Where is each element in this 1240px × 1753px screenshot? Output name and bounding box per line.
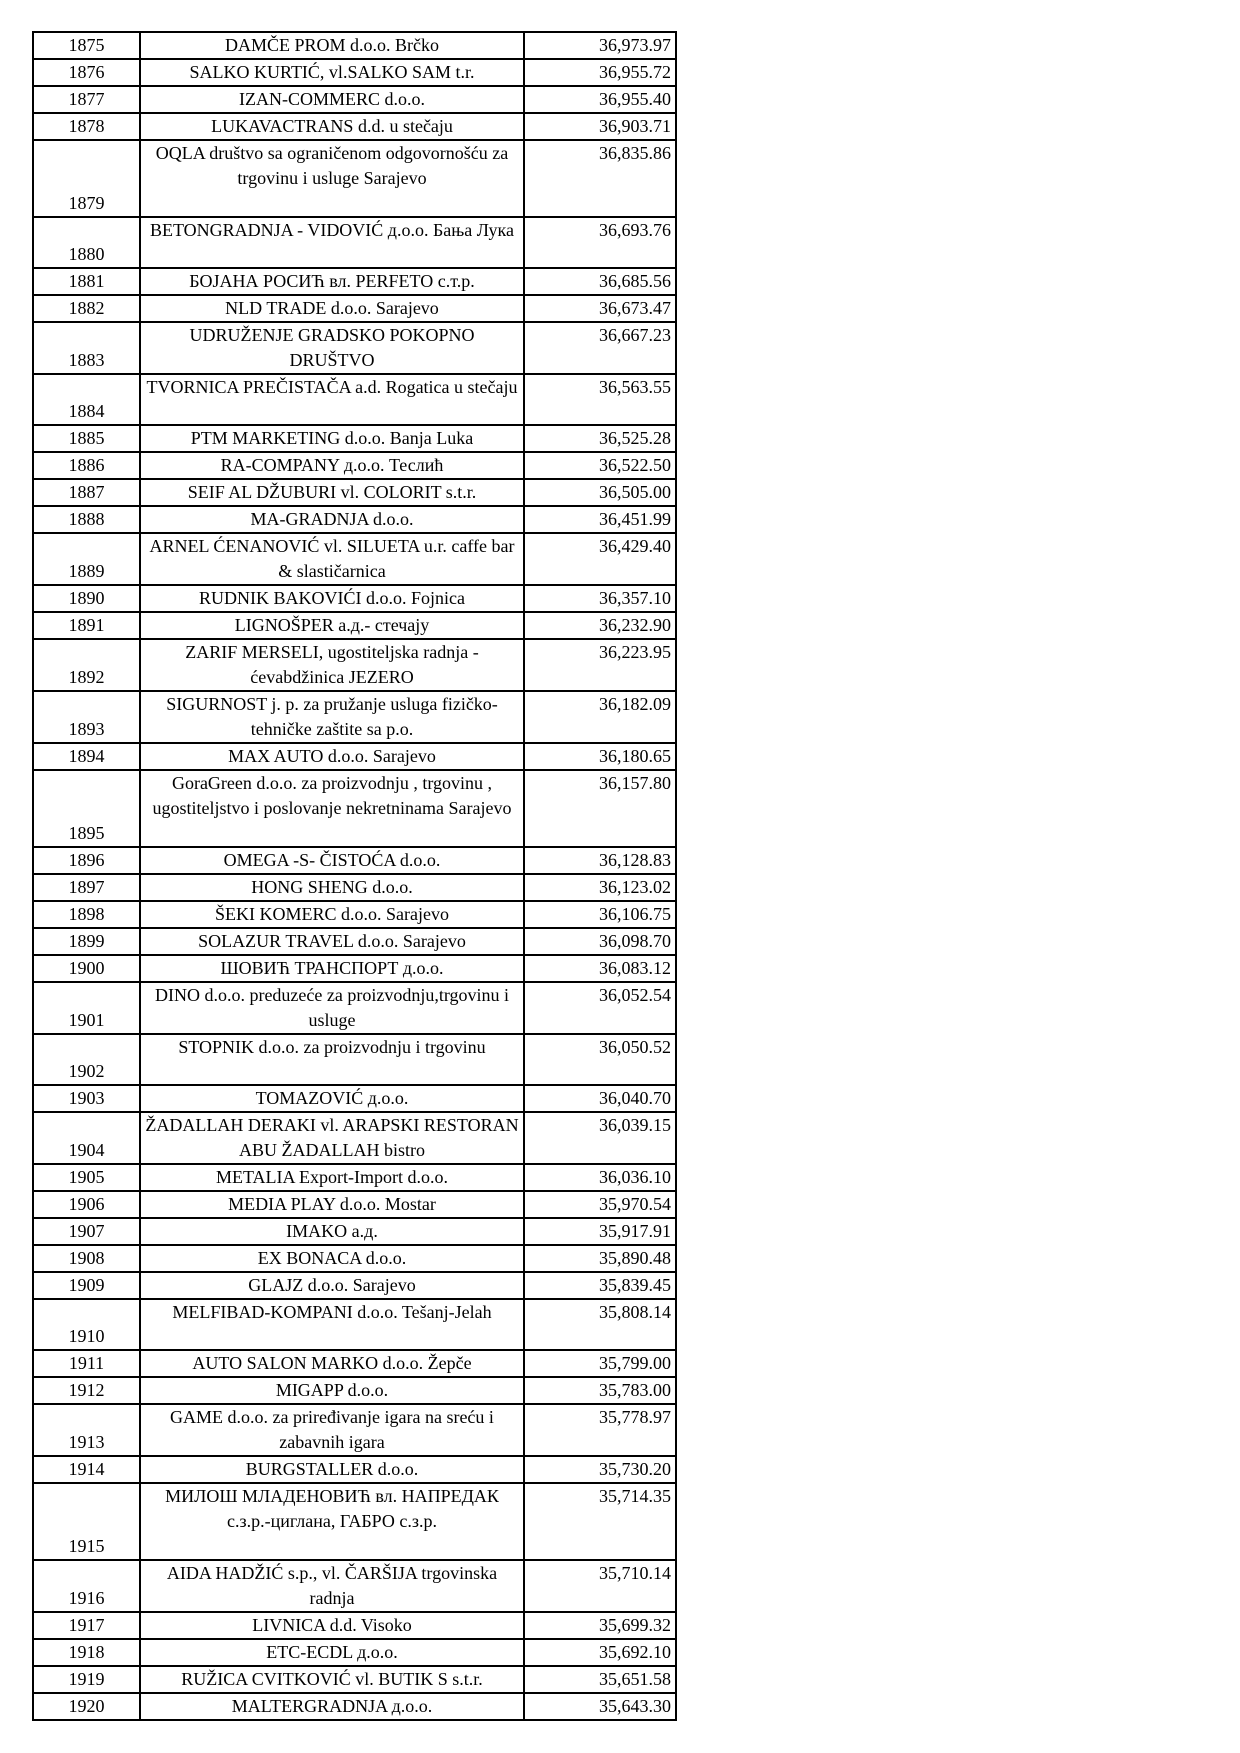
table-row — [33, 268, 676, 295]
amount: 36,232.90 — [524, 612, 676, 639]
table-row — [33, 847, 676, 874]
company-name: UDRUŽENJE GRADSKO POKOPNO DRUŠTVO — [140, 322, 524, 374]
records-table — [32, 31, 677, 1721]
table-row — [33, 1560, 676, 1612]
company-name: AIDA HADŽIĆ s.p., vl. ČARŠIJA trgovinska radnja — [140, 1560, 524, 1612]
row-number: 1880 — [33, 217, 140, 268]
row-number: 1905 — [33, 1164, 140, 1191]
company-name: AUTO SALON MARKO d.o.o. Žepče — [140, 1350, 524, 1377]
table-row — [33, 639, 676, 691]
amount: 36,050.52 — [524, 1034, 676, 1085]
table-row — [33, 1639, 676, 1666]
company-name: GLAJZ d.o.o. Sarajevo — [140, 1272, 524, 1299]
row-number: 1906 — [33, 1191, 140, 1218]
table-row — [33, 585, 676, 612]
company-name: БОЈАНА РОСИЋ вл. PERFETO с.т.р. — [140, 268, 524, 295]
table-row — [33, 1666, 676, 1693]
row-number: 1908 — [33, 1245, 140, 1272]
company-name: IMAKO а.д. — [140, 1218, 524, 1245]
row-number: 1875 — [33, 32, 140, 59]
table-row — [33, 479, 676, 506]
table-row — [33, 1218, 676, 1245]
row-number: 1909 — [33, 1272, 140, 1299]
amount: 36,685.56 — [524, 268, 676, 295]
table-row — [33, 770, 676, 847]
company-name: DAMČE PROM d.o.o. Brčko — [140, 32, 524, 59]
row-number: 1903 — [33, 1085, 140, 1112]
table-row — [33, 59, 676, 86]
amount: 36,451.99 — [524, 506, 676, 533]
row-number: 1887 — [33, 479, 140, 506]
row-number: 1915 — [33, 1483, 140, 1560]
row-number: 1896 — [33, 847, 140, 874]
company-name: DINO d.o.o. preduzeće za proizvodnju,trgovinu i usluge — [140, 982, 524, 1034]
company-name: RA-COMPANY д.о.о. Теслић — [140, 452, 524, 479]
table-row — [33, 295, 676, 322]
company-name: RUŽICA CVITKOVIĆ vl. BUTIK S s.t.r. — [140, 1666, 524, 1693]
amount: 35,808.14 — [524, 1299, 676, 1350]
row-number: 1919 — [33, 1666, 140, 1693]
amount: 36,525.28 — [524, 425, 676, 452]
amount: 36,182.09 — [524, 691, 676, 743]
company-name: EX BONACA d.o.o. — [140, 1245, 524, 1272]
company-name: LIGNOŠPER а.д.- стечају — [140, 612, 524, 639]
table-row — [33, 1164, 676, 1191]
company-name: SEIF AL DŽUBURI vl. COLORIT s.t.r. — [140, 479, 524, 506]
row-number: 1902 — [33, 1034, 140, 1085]
row-number: 1895 — [33, 770, 140, 847]
company-name: GoraGreen d.o.o. za proizvodnju , trgovinu , ugostiteljstvo i poslovanje nekretninama Sarajevo — [140, 770, 524, 847]
amount: 35,714.35 — [524, 1483, 676, 1560]
table-row — [33, 1191, 676, 1218]
company-name: BETONGRADNJA - VIDOVIĆ д.о.о. Бања Лука — [140, 217, 524, 268]
amount: 35,692.10 — [524, 1639, 676, 1666]
amount: 36,522.50 — [524, 452, 676, 479]
table-row — [33, 322, 676, 374]
company-name: NLD TRADE d.o.o. Sarajevo — [140, 295, 524, 322]
amount: 36,052.54 — [524, 982, 676, 1034]
company-name: TVORNICA PREČISTAČA a.d. Rogatica u stečaju — [140, 374, 524, 425]
row-number: 1901 — [33, 982, 140, 1034]
table-row — [33, 425, 676, 452]
amount: 36,563.55 — [524, 374, 676, 425]
row-number: 1911 — [33, 1350, 140, 1377]
company-name: SALKO KURTIĆ, vl.SALKO SAM t.r. — [140, 59, 524, 86]
table-row — [33, 217, 676, 268]
amount: 36,180.65 — [524, 743, 676, 770]
table-row — [33, 32, 676, 59]
company-name: ШОВИЋ ТРАНСПОРТ д.о.о. — [140, 955, 524, 982]
table-row — [33, 533, 676, 585]
company-name: PTM MARKETING d.o.o. Banja Luka — [140, 425, 524, 452]
table-row — [33, 374, 676, 425]
table-row — [33, 955, 676, 982]
table-row — [33, 1085, 676, 1112]
row-number: 1889 — [33, 533, 140, 585]
table-row — [33, 1350, 676, 1377]
row-number: 1904 — [33, 1112, 140, 1164]
table-row — [33, 140, 676, 217]
amount: 36,098.70 — [524, 928, 676, 955]
table-row — [33, 982, 676, 1034]
amount: 35,651.58 — [524, 1666, 676, 1693]
company-name: BURGSTALLER d.o.o. — [140, 1456, 524, 1483]
company-name: TOMAZOVIĆ д.о.о. — [140, 1085, 524, 1112]
table-row — [33, 86, 676, 113]
row-number: 1888 — [33, 506, 140, 533]
row-number: 1892 — [33, 639, 140, 691]
amount: 36,955.40 — [524, 86, 676, 113]
row-number: 1884 — [33, 374, 140, 425]
company-name: MELFIBAD-KOMPANI d.o.o. Tešanj-Jelah — [140, 1299, 524, 1350]
company-name: ŽADALLAH DERAKI vl. ARAPSKI RESTORAN ABU ŽADALLAH bistro — [140, 1112, 524, 1164]
row-number: 1907 — [33, 1218, 140, 1245]
table-row — [33, 1272, 676, 1299]
company-name: HONG SHENG d.o.o. — [140, 874, 524, 901]
amount: 35,917.91 — [524, 1218, 676, 1245]
table-row — [33, 452, 676, 479]
amount: 36,123.02 — [524, 874, 676, 901]
company-name: METALIA Export-Import d.o.o. — [140, 1164, 524, 1191]
table-row — [33, 1693, 676, 1720]
amount: 36,128.83 — [524, 847, 676, 874]
table-row — [33, 1245, 676, 1272]
amount: 35,730.20 — [524, 1456, 676, 1483]
amount: 36,223.95 — [524, 639, 676, 691]
row-number: 1891 — [33, 612, 140, 639]
row-number: 1898 — [33, 901, 140, 928]
amount: 36,505.00 — [524, 479, 676, 506]
row-number: 1912 — [33, 1377, 140, 1404]
amount: 36,903.71 — [524, 113, 676, 140]
company-name: MALTERGRADNJA д.о.о. — [140, 1693, 524, 1720]
company-name: MAX AUTO d.o.o. Sarajevo — [140, 743, 524, 770]
company-name: LUKAVACTRANS d.d. u stečaju — [140, 113, 524, 140]
row-number: 1882 — [33, 295, 140, 322]
row-number: 1899 — [33, 928, 140, 955]
company-name: OMEGA -S- ČISTOĆA d.o.o. — [140, 847, 524, 874]
amount: 35,699.32 — [524, 1612, 676, 1639]
amount: 36,157.80 — [524, 770, 676, 847]
company-name: OQLA društvo sa ograničenom odgovornošću za trgovinu i usluge Sarajevo — [140, 140, 524, 217]
table-row — [33, 612, 676, 639]
company-name: STOPNIK d.o.o. za proizvodnju i trgovinu — [140, 1034, 524, 1085]
amount: 35,643.30 — [524, 1693, 676, 1720]
amount: 35,783.00 — [524, 1377, 676, 1404]
amount: 35,839.45 — [524, 1272, 676, 1299]
company-name: RUDNIK BAKOVIĆI d.o.o. Fojnica — [140, 585, 524, 612]
row-number: 1879 — [33, 140, 140, 217]
amount: 36,357.10 — [524, 585, 676, 612]
amount: 36,955.72 — [524, 59, 676, 86]
company-name: MEDIA PLAY d.o.o. Mostar — [140, 1191, 524, 1218]
table-row — [33, 743, 676, 770]
company-name: MIGAPP d.o.o. — [140, 1377, 524, 1404]
company-name: LIVNICA d.d. Visoko — [140, 1612, 524, 1639]
row-number: 1913 — [33, 1404, 140, 1456]
row-number: 1894 — [33, 743, 140, 770]
table-row — [33, 1034, 676, 1085]
row-number: 1910 — [33, 1299, 140, 1350]
table-row — [33, 1112, 676, 1164]
row-number: 1890 — [33, 585, 140, 612]
company-name: ARNEL ĆENANOVIĆ vl. SILUETA u.r. caffe bar & slastičarnica — [140, 533, 524, 585]
row-number: 1878 — [33, 113, 140, 140]
company-name: ZARIF MERSELI, ugostiteljska radnja - ćevabdžinica JEZERO — [140, 639, 524, 691]
table-row — [33, 1377, 676, 1404]
company-name: MA-GRADNJA d.o.o. — [140, 506, 524, 533]
amount: 36,083.12 — [524, 955, 676, 982]
row-number: 1885 — [33, 425, 140, 452]
row-number: 1886 — [33, 452, 140, 479]
row-number: 1876 — [33, 59, 140, 86]
row-number: 1920 — [33, 1693, 140, 1720]
amount: 36,036.10 — [524, 1164, 676, 1191]
row-number: 1914 — [33, 1456, 140, 1483]
table-row — [33, 1299, 676, 1350]
row-number: 1897 — [33, 874, 140, 901]
row-number: 1917 — [33, 1612, 140, 1639]
row-number: 1881 — [33, 268, 140, 295]
amount: 36,667.23 — [524, 322, 676, 374]
company-name: ŠEKI KOMERC d.o.o. Sarajevo — [140, 901, 524, 928]
amount: 36,040.70 — [524, 1085, 676, 1112]
amount: 35,778.97 — [524, 1404, 676, 1456]
table-row — [33, 113, 676, 140]
amount: 35,890.48 — [524, 1245, 676, 1272]
table-row — [33, 691, 676, 743]
amount: 36,693.76 — [524, 217, 676, 268]
table-row — [33, 901, 676, 928]
row-number: 1877 — [33, 86, 140, 113]
amount: 36,973.97 — [524, 32, 676, 59]
amount: 36,835.86 — [524, 140, 676, 217]
amount: 35,710.14 — [524, 1560, 676, 1612]
company-name: SOLAZUR TRAVEL d.o.o. Sarajevo — [140, 928, 524, 955]
company-name: ETC-ECDL д.о.о. — [140, 1639, 524, 1666]
table-row — [33, 928, 676, 955]
row-number: 1893 — [33, 691, 140, 743]
table-row — [33, 1404, 676, 1456]
table-row — [33, 1612, 676, 1639]
table-row — [33, 1456, 676, 1483]
company-name: МИЛОШ МЛАДЕНОВИЋ вл. НАПРЕДАК с.з.р.-циглана, ГАБРО с.з.р. — [140, 1483, 524, 1560]
company-name: SIGURNOST j. p. za pružanje usluga fizičko-tehničke zaštite sa p.o. — [140, 691, 524, 743]
row-number: 1916 — [33, 1560, 140, 1612]
amount: 36,106.75 — [524, 901, 676, 928]
company-name: GAME d.o.o. za priređivanje igara na sreću i zabavnih igara — [140, 1404, 524, 1456]
row-number: 1883 — [33, 322, 140, 374]
row-number: 1900 — [33, 955, 140, 982]
table-row — [33, 506, 676, 533]
records-table-body — [33, 32, 676, 1720]
table-row — [33, 1483, 676, 1560]
amount: 35,799.00 — [524, 1350, 676, 1377]
amount: 35,970.54 — [524, 1191, 676, 1218]
table-row — [33, 874, 676, 901]
amount: 36,673.47 — [524, 295, 676, 322]
row-number: 1918 — [33, 1639, 140, 1666]
amount: 36,429.40 — [524, 533, 676, 585]
company-name: IZAN-COMMERC d.o.o. — [140, 86, 524, 113]
amount: 36,039.15 — [524, 1112, 676, 1164]
